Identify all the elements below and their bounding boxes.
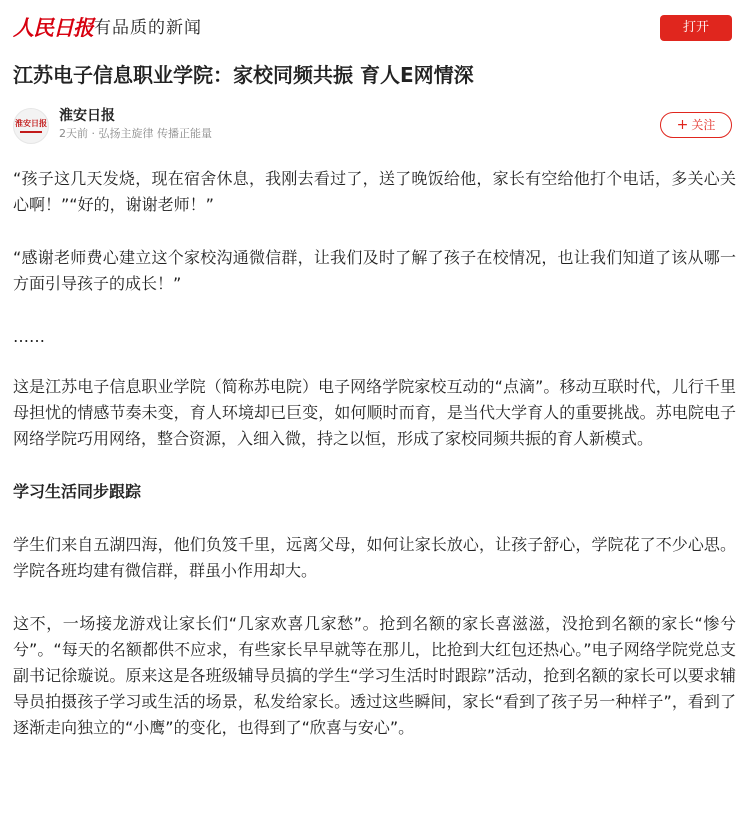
paragraph-body-1: 学生们来自五湖四海，他们负笈千里，远离父母，如何让家长放心，让孩子舒心，学院花了不少心思。学院各班均建有微信群，群虽小作用却大。 (13, 535, 736, 580)
author-bar (13, 106, 738, 146)
paragraph-body-2: 这不，一场接龙游戏让家长们“几家欢喜几家愁”。抢到名额的家长喜滋滋，没抢到名额的家长“惨兮兮”。“每天的名额都供不应求，有些家长早早就等在那儿，比抢到大红包还热心。”电子网络学院党总支副书记徐璇说。原来这是各班级辅导员搞的学生“学习生活时时跟踪”活动，抢到名额的家长可以要求辅导员拍摄孩子学习或生活的场景，私发给家长。透过这些瞬间，家长“看到了孩子另一种样子”，看到了逐渐走向独立的“小鹰”的变化，也得到了“欣喜与安心”。 (13, 614, 736, 737)
author-avatar[interactable] (13, 108, 49, 144)
publish-time: 2天前 (59, 127, 88, 140)
meta-separator: · (91, 127, 95, 140)
avatar-logo-underline (20, 131, 42, 133)
people-daily-logo[interactable]: 人民日报 (13, 15, 93, 40)
follow-label: 关注 (691, 118, 716, 132)
paragraph-ellipsis: …… (13, 327, 45, 346)
slogan: 有品质的新闻 (94, 18, 202, 38)
follow-button[interactable] (660, 112, 732, 138)
plus-icon: + (676, 117, 689, 133)
author-meta (59, 126, 212, 142)
article-body (13, 166, 736, 768)
paragraph-intro: 这是江苏电子信息职业学院（简称苏电院）电子网络学院家校互动的“点滴”。移动互联时代，儿行千里母担忧的情感节奏未变，育人环境却已巨变，如何顺时而育，是当代大学育人的重要挑战。苏电院电子网络学院巧用网络，整合资源，入细入微，持之以恒，形成了家校同频共振的育人新模式。 (13, 377, 736, 448)
avatar-logo-text: 淮安日报 (15, 118, 47, 128)
open-app-button[interactable]: 打开 (660, 15, 732, 41)
paragraph-quote-1: “孩子这几天发烧，现在宿舍休息，我刚去看过了，送了晚饭给他，家长有空给他打个电话，多关心关心啊！”“好的，谢谢老师！” (13, 169, 736, 214)
article-title: 江苏电子信息职业学院：家校同频共振 育人E网情深 (13, 63, 474, 87)
section-heading: 学习生活同步跟踪 (13, 482, 142, 501)
paragraph-quote-2: “感谢老师费心建立这个家校沟通微信群，让我们及时了解了孩子在校情况，也让我们知道了该从哪一方面引导孩子的成长！” (13, 248, 736, 293)
author-tagline: 弘扬主旋律 传播正能量 (98, 127, 212, 140)
author-name[interactable]: 淮安日报 (59, 108, 115, 124)
top-bar (0, 0, 751, 56)
